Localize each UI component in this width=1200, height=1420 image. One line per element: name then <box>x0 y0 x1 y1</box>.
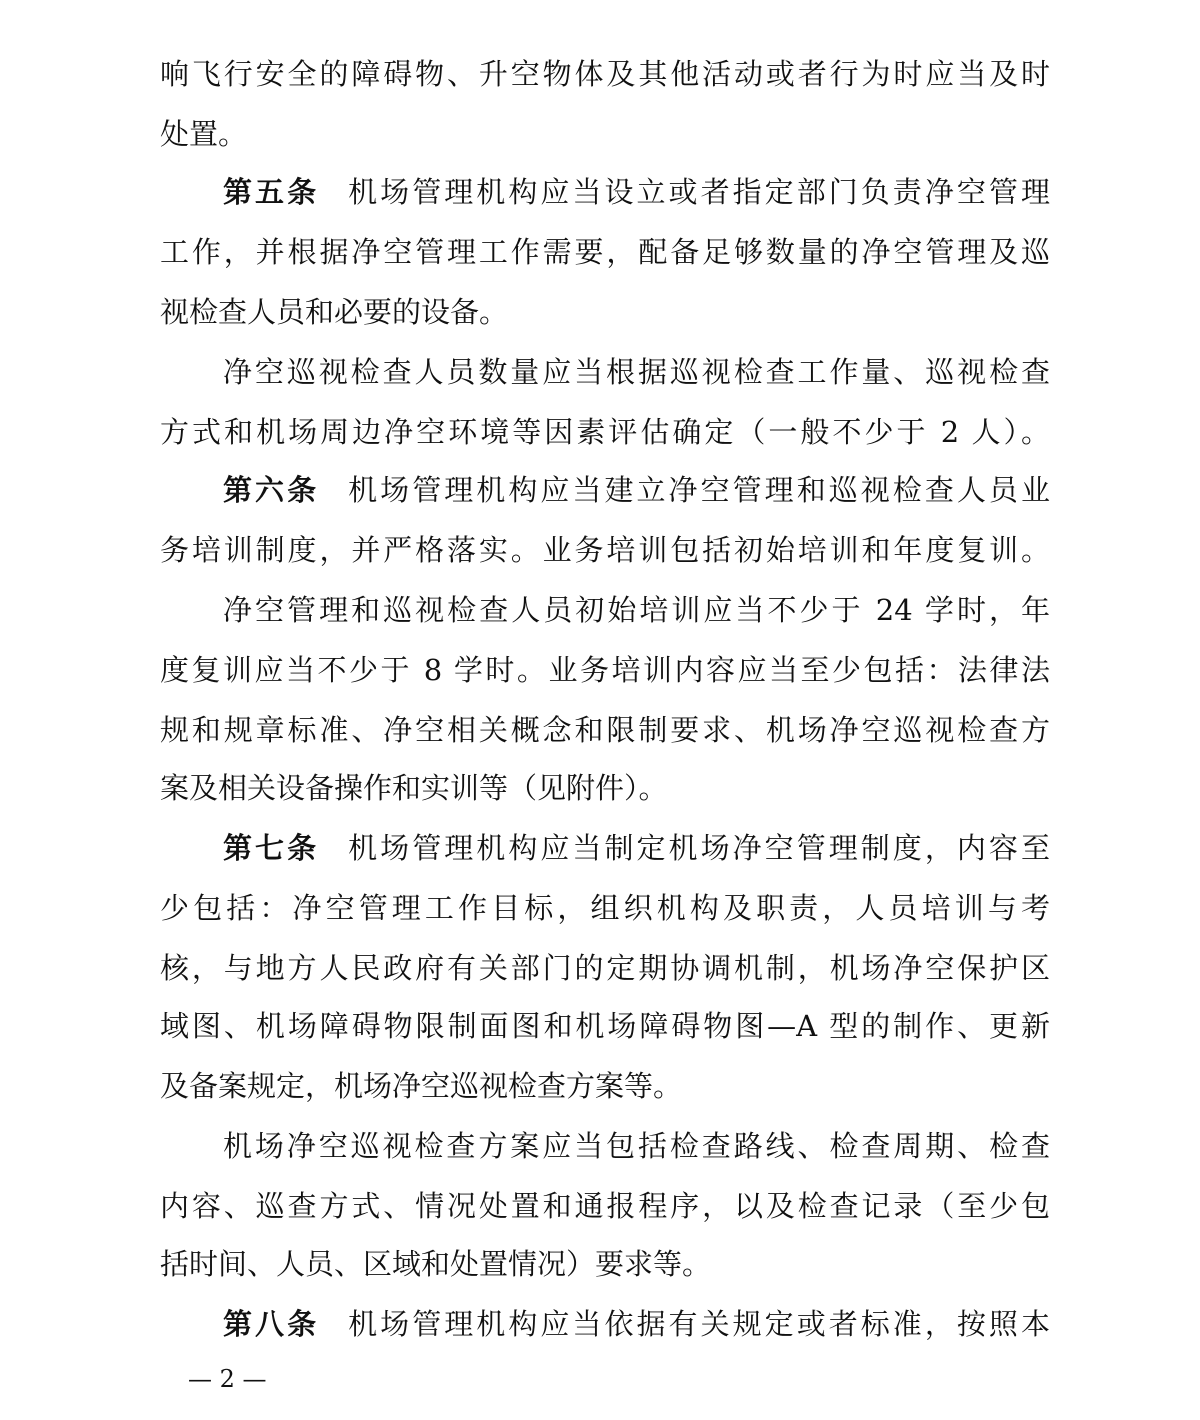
body-line <box>160 650 1050 690</box>
line-text: 务培训制度，并严格落实。业务培训包括初始培训和年度复训。 <box>160 533 1050 567</box>
line-text: 工作，并根据净空管理工作需要，配备足够数量的净空管理及巡 <box>160 235 1050 269</box>
article-line <box>223 1304 1050 1344</box>
line-text: 案及相关设备操作和实训等（见附件）。 <box>160 771 668 805</box>
body-line <box>160 530 1050 570</box>
article-line <box>223 470 1050 510</box>
line-text: 处置。 <box>160 117 248 151</box>
article-number: 第七条 <box>223 831 320 865</box>
body-line <box>160 54 1050 94</box>
body-line <box>160 1066 1050 1106</box>
article-line <box>223 172 1050 212</box>
line-text: 机场管理机构应当制定机场净空管理制度，内容至 <box>348 831 1050 865</box>
article-number: 第五条 <box>223 175 320 209</box>
line-text: 核，与地方人民政府有关部门的定期协调机制，机场净空保护区 <box>160 951 1050 985</box>
line-text: 括时间、人员、区域和处置情况）要求等。 <box>160 1247 712 1281</box>
body-line <box>160 1006 1050 1046</box>
line-text: 视检查人员和必要的设备。 <box>160 295 509 329</box>
page-number: — 2 — <box>188 1365 267 1393</box>
line-text: 域图、机场障碍物限制面图和机场障碍物图—A 型的制作、更新 <box>160 1009 1050 1043</box>
body-line <box>160 768 1050 808</box>
line-text: 内容、巡查方式、情况处置和通报程序，以及检查记录（至少包 <box>160 1189 1050 1223</box>
body-line <box>160 1186 1050 1226</box>
line-text: 机场净空巡视检查方案应当包括检查路线、检查周期、检查 <box>223 1129 1050 1163</box>
article-number: 第六条 <box>223 473 320 507</box>
body-line <box>160 948 1050 988</box>
line-text: 净空巡视检查人员数量应当根据巡视检查工作量、巡视检查 <box>223 355 1050 389</box>
body-line <box>160 114 1050 154</box>
body-line <box>160 412 1050 452</box>
body-line <box>160 292 1050 332</box>
body-line <box>160 710 1050 750</box>
line-text: 少包括：净空管理工作目标，组织机构及职责，人员培训与考 <box>160 891 1050 925</box>
line-text: 机场管理机构应当建立净空管理和巡视检查人员业 <box>348 473 1050 507</box>
line-text: 及备案规定，机场净空巡视检查方案等。 <box>160 1069 683 1103</box>
body-line <box>160 232 1050 272</box>
article-line <box>223 828 1050 868</box>
body-line <box>160 888 1050 928</box>
line-text: 净空管理和巡视检查人员初始培训应当不少于 24 学时，年 <box>223 593 1050 627</box>
article-number: 第八条 <box>223 1307 320 1341</box>
line-text: 规和规章标准、净空相关概念和限制要求、机场净空巡视检查方 <box>160 713 1050 747</box>
line-text: 机场管理机构应当依据有关规定或者标准，按照本 <box>348 1307 1050 1341</box>
body-line <box>223 590 1050 630</box>
body-line <box>160 1244 1050 1284</box>
line-text: 度复训应当不少于 8 学时。业务培训内容应当至少包括：法律法 <box>160 653 1050 687</box>
line-text: 机场管理机构应当设立或者指定部门负责净空管理 <box>348 175 1050 209</box>
line-text: 方式和机场周边净空环境等因素评估确定（一般不少于 2 人）。 <box>160 415 1050 449</box>
body-line <box>223 352 1050 392</box>
body-line <box>223 1126 1050 1166</box>
line-text: 响飞行安全的障碍物、升空物体及其他活动或者行为时应当及时 <box>160 57 1050 91</box>
